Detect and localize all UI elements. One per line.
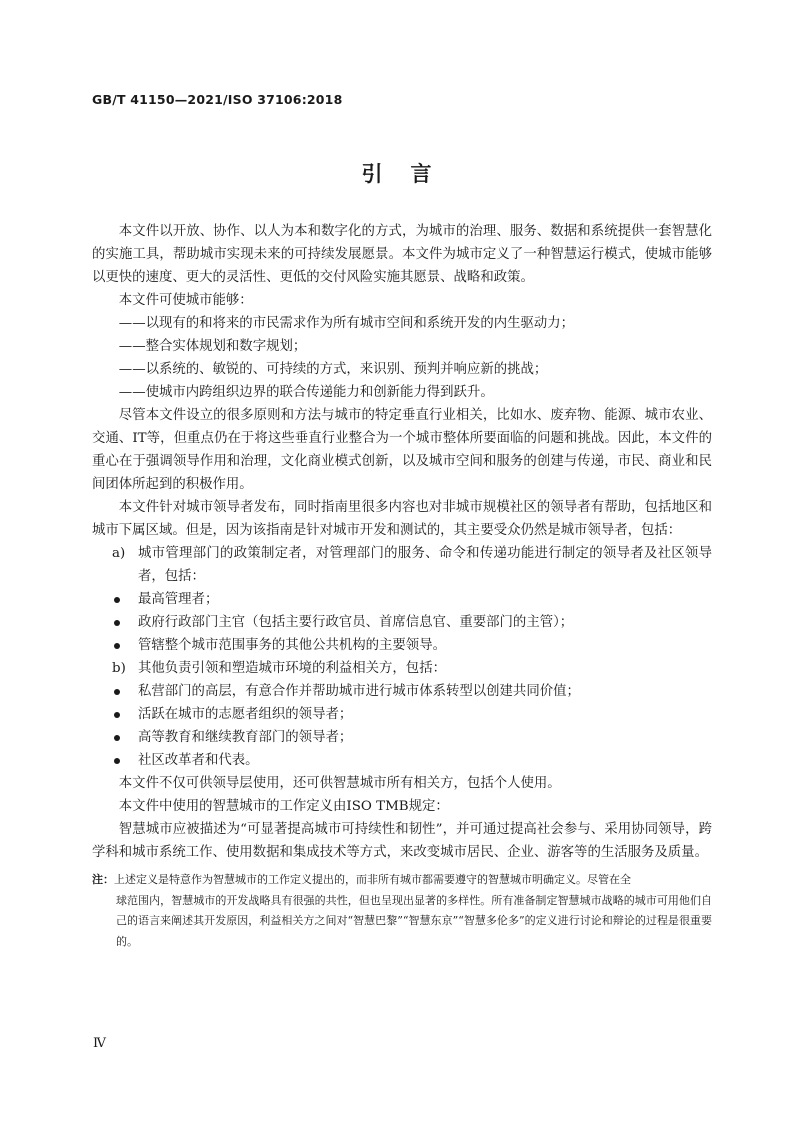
bullet-icon bbox=[114, 735, 120, 741]
bullet-icon bbox=[114, 620, 120, 626]
bullet-text: 政府行政部门主官（包括主要行政官员、首席信息官、重要部门的主管）； bbox=[138, 615, 574, 630]
bullet-text: 管辖整个城市范围事务的其他公共机构的主要领导。 bbox=[138, 638, 446, 653]
smart-city-definition: 智慧城市应被描述为“可显著提高城市可持续性和韧性”，并可通过提高社会参与、采用协同领导，跨学科和城市系统工作、使用数据和集成技术等方式，来改变城市居民、企业、游客等的生活服务及质量。 bbox=[92, 822, 712, 860]
list-marker-b: b) bbox=[112, 661, 126, 676]
dash-item: ——以系统的、敏锐的、可持续的方式，来识别、预判并响应新的挑战； bbox=[118, 362, 548, 377]
body-text bbox=[92, 220, 712, 952]
bullet-icon bbox=[114, 597, 120, 603]
note-first-line bbox=[92, 870, 712, 891]
bullet-icon bbox=[114, 712, 120, 718]
bullet-item bbox=[92, 634, 712, 657]
bullet-item bbox=[92, 749, 712, 772]
dash-item: ——使城市内跨组织边界的联合传递能力和创新能力得到跃升。 bbox=[118, 385, 494, 400]
bullet-item bbox=[92, 726, 712, 749]
bullet-icon bbox=[114, 643, 120, 649]
bullet-text: 私营部门的高层，有意合作并帮助城市进行城市体系转型以创建共同价值； bbox=[138, 684, 580, 699]
bullet-text: 高等教育和继续教育部门的领导者； bbox=[138, 730, 353, 745]
paragraph-enables: 本文件可使城市能够： bbox=[118, 293, 253, 308]
bullet-item bbox=[92, 588, 712, 611]
list-item-a bbox=[92, 542, 712, 588]
list-item-b bbox=[92, 657, 712, 680]
paragraph-definition-source: 本文件中使用的智慧城市的工作定义由ISO TMB规定： bbox=[118, 799, 449, 814]
paragraph-vertical-sectors: 尽管本文件设立的很多原则和方法与城市的特定垂直行业相关，比如水、废弃物、能源、城市农业、交通、IT等，但重点仍在于将这些垂直行业整合为一个城市整体所要面临的问题和挑战。因此，本文件的重心在于强调领导作用和治理，文化商业模式创新，以及城市空间和服务的创建与传递，市民、商业和民间团体所起到的积极作用。 bbox=[92, 408, 712, 492]
note-label: 注： bbox=[92, 873, 114, 886]
list-item-b-text: 其他负责引领和塑造城市环境的利益相关方，包括： bbox=[138, 661, 446, 676]
bullet-item bbox=[92, 611, 712, 634]
page-number: Ⅳ bbox=[93, 1036, 106, 1051]
paragraph-users: 本文件不仅可供领导层使用，还可供智慧城市所有相关方，包括个人使用。 bbox=[118, 776, 561, 791]
bullet-text: 活跃在城市的志愿者组织的领导者； bbox=[138, 707, 353, 722]
bullet-item bbox=[92, 680, 712, 703]
bullet-icon bbox=[114, 758, 120, 764]
list-item-a-text: 城市管理部门的政策制定者，对管理部门的服务、命令和传递功能进行制定的领导者及社区领导者，包括： bbox=[138, 546, 712, 584]
note-text-first: 上述定义是特意作为智慧城市的工作定义提出的，而非所有城市都需要遵守的智慧城市明确定义。尽管在全 bbox=[114, 873, 631, 886]
bullet-text: 社区改革者和代表。 bbox=[138, 753, 259, 768]
bullet-item bbox=[92, 703, 712, 726]
section-title: 引言 bbox=[361, 162, 460, 186]
note-block bbox=[92, 870, 712, 952]
dash-item: ——以现有的和将来的市民需求作为所有城市空间和系统开发的内生驱动力； bbox=[118, 316, 575, 331]
bullet-text: 最高管理者； bbox=[138, 592, 219, 607]
list-marker-a: a) bbox=[112, 546, 126, 561]
standard-code-header: GB/T 41150—2021/ISO 37106:2018 bbox=[92, 92, 343, 107]
paragraph-audience: 本文件针对城市领导者发布，同时指南里很多内容也对非城市规模社区的领导者有帮助，包括地区和城市下属区域。但是，因为该指南是针对城市开发和测试的，其主要受众仍然是城市领导者，包括： bbox=[92, 500, 712, 538]
dash-item: ——整合实体规划和数字规划； bbox=[118, 339, 307, 354]
bullet-icon bbox=[114, 689, 120, 695]
paragraph-intro: 本文件以开放、协作、以人为本和数字化的方式，为城市的治理、服务、数据和系统提供一套智慧化的实施工具，帮助城市实现未来的可持续发展愿景。本文件为城市定义了一种智慧运行模式，使城市能够以更快的速度、更大的灵活性、更低的交付风险实施其愿景、战略和政策。 bbox=[92, 224, 712, 285]
note-text-rest: 球范围内，智慧城市的开发战略具有很强的共性，但也呈现出显著的多样性。所有准备制定智慧城市战略的城市可用他们自己的语言来阐述其开发原因，利益相关方之间对“智慧巴黎”“智慧东京”“智慧多伦多”的定义进行讨论和辩论的过程是很重要的。 bbox=[116, 893, 712, 948]
